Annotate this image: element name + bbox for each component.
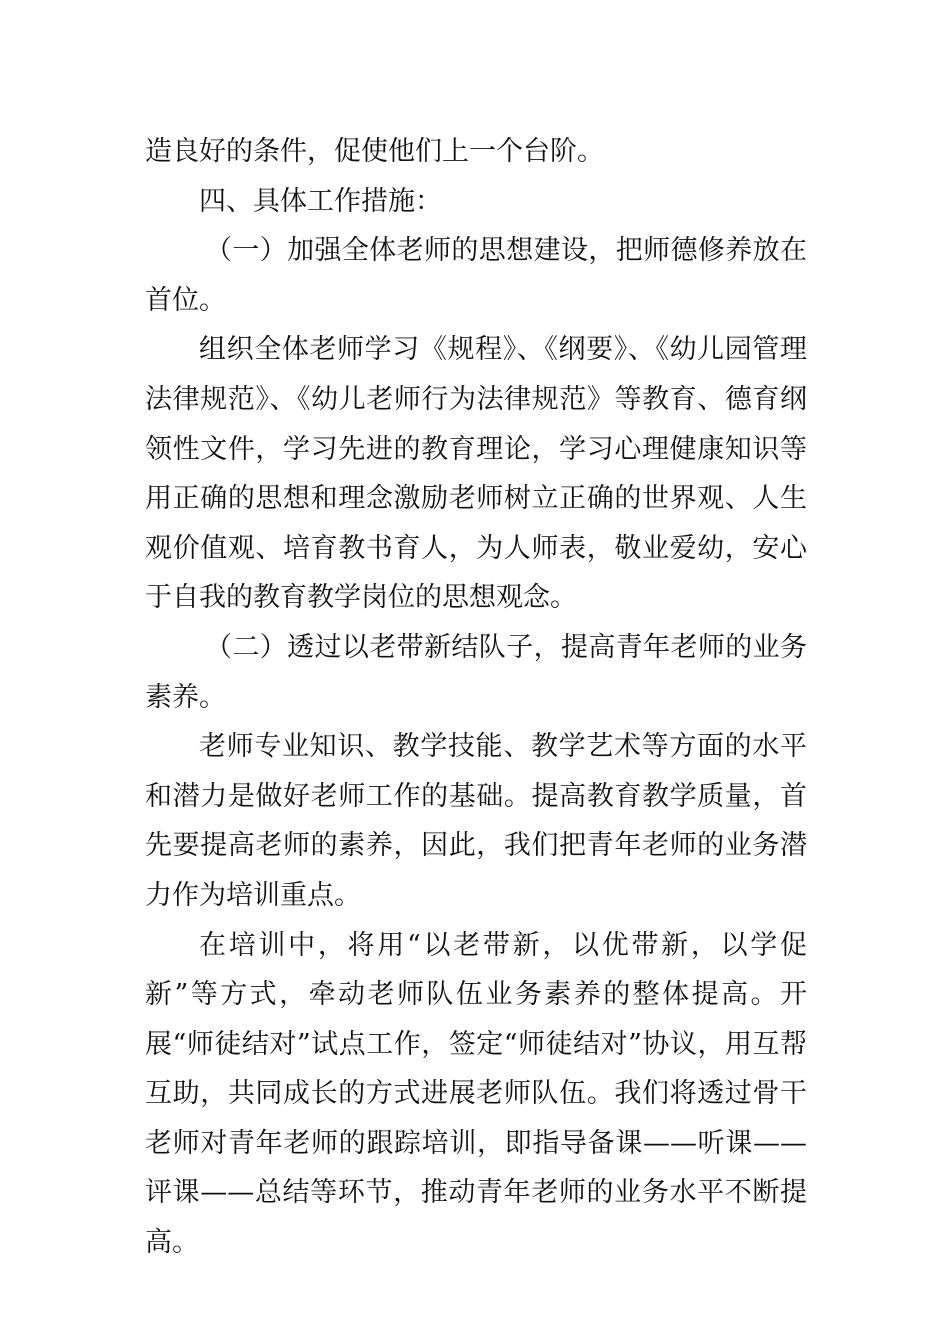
paragraph-study: 组织全体老师学习《规程》、《纲要》、《幼儿园管理法律规范》、《幼儿老师行为法律规范》等教育、德育纲领性文件，学习先进的教育理论，学习心理健康知识等用正确的思想和理念激励老师树立正确的世界观、人生观价值观、培育教书育人，为人师表，敬业爱幼，安心于自我的教育教学岗位的思想观念。 — [145, 334, 807, 614]
paragraph-continuation: 造良好的条件，促使他们上一个台阶。 — [145, 136, 604, 167]
document-body — [145, 127, 807, 1268]
subheading-mentoring: （二）透过以老带新结队子，提高青年老师的业务素养。 — [145, 631, 807, 713]
paragraph-skills: 老师专业知识、教学技能、教学艺术等方面的水平和潜力是做好老师工作的基础。提高教育教学质量，首先要提高老师的素养，因此，我们把青年老师的业务潜力作为培训重点。 — [145, 731, 807, 911]
subheading-ethics: （一）加强全体老师的思想建设，把师德修养放在首位。 — [145, 235, 807, 316]
section-heading-measures: 四、具体工作措施： — [199, 185, 442, 217]
paragraph-training: 在培训中，将用“以老带新，以优带新，以学促新”等方式，牵动老师队伍业务素养的整体提高。开展“师徒结对”试点工作，签定“师徒结对”协议，用互帮互助，共同成长的方式进展老师队伍。我们将透过骨干老师对青年老师的跟踪培训，即指导备课——听课——评课——总结等环节，推动青年老师的业务水平不断提高。 — [145, 929, 807, 1259]
